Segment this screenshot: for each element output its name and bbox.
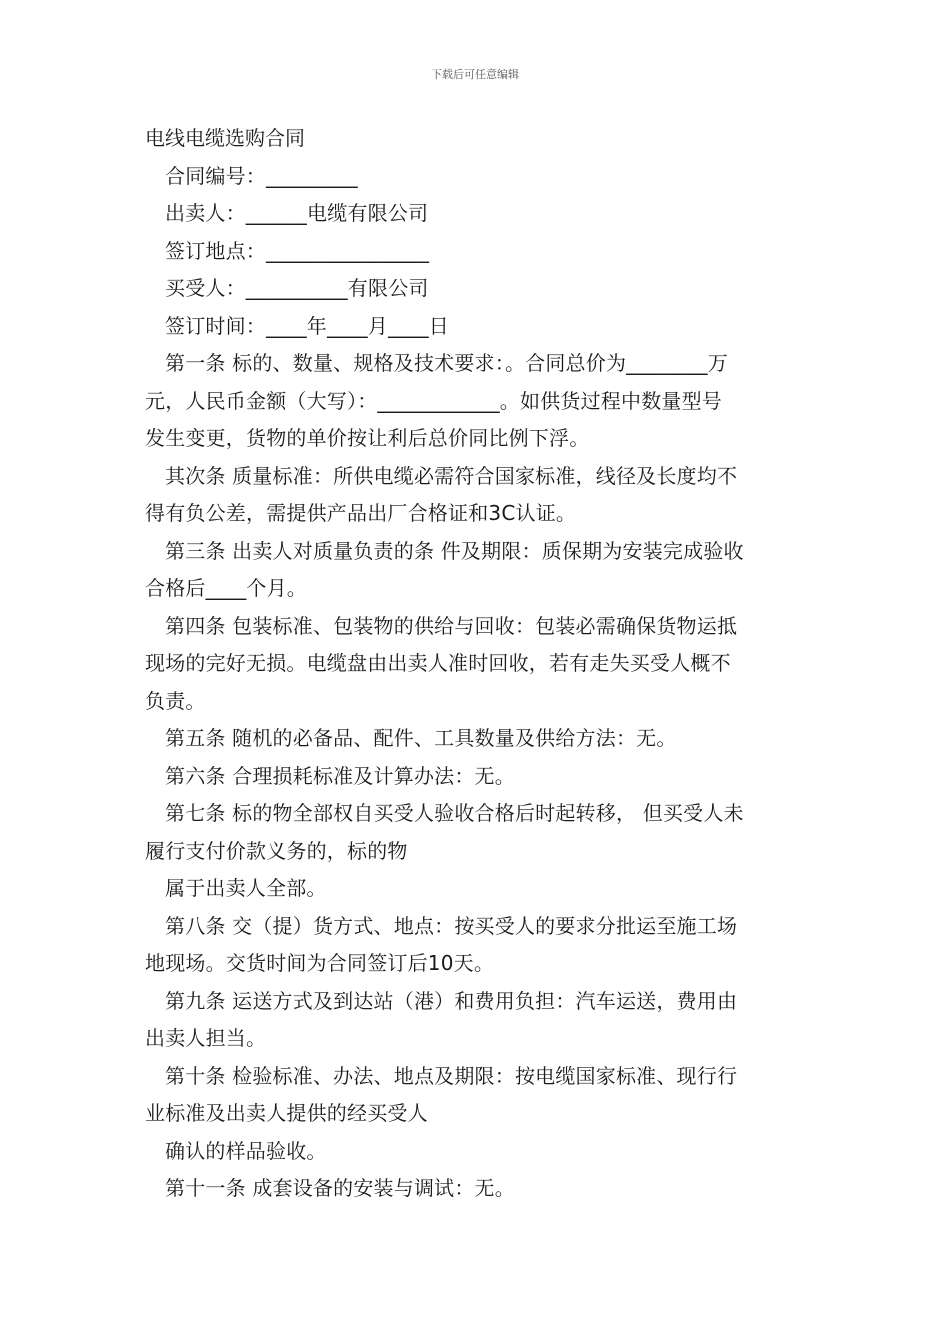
article-4-line: 第四条 包装标准、包装物的供给与回收：包装必需确保货物运抵 [165, 613, 738, 638]
article-4-line: 现场的完好无损。电缆盘由出卖人准时回收，若有走失买受人概不 [145, 651, 731, 675]
contract-body [145, 120, 810, 1208]
article-2-line: 得有负公差，需提供产品出厂合格证和3C认证。 [145, 501, 577, 525]
article-7-line: 履行支付价款义务的，标的物 [145, 838, 408, 863]
contract-title: 电线电缆选购合同 [145, 126, 305, 150]
signing-place-line: 签订地点：________________ [165, 238, 430, 263]
article-8-line: 地现场。交货时间为合同签订后10天。 [145, 951, 495, 975]
article-8-line: 第八条 交（提）货方式、地点：按买受人的要求分批运至施工场 [165, 913, 738, 938]
article-3-line: 合格后____个月。 [145, 576, 307, 600]
contract-number-line: 合同编号：_________ [165, 163, 358, 188]
page-header-note: 下载后可任意编辑 [431, 68, 519, 81]
article-1-line: 发生变更，货物的单价按让利后总价同比例下浮。 [145, 426, 590, 450]
article-1-line: 第一条 标的、数量、规格及技术要求：。合同总价为________万 [165, 351, 728, 375]
buyer-line: 买受人：__________有限公司 [165, 276, 429, 300]
article-5-line: 第五条 随机的必备品、配件、工具数量及供给方法：无。 [165, 726, 677, 750]
article-7-line: 属于出卖人全部。 [165, 876, 327, 900]
article-4-line: 负责。 [145, 688, 206, 713]
article-9-line: 出卖人担当。 [145, 1026, 267, 1050]
article-7-line: 第七条 标的物全部权自买受人验收合格后时起转移， 但买受人未 [165, 801, 744, 825]
article-9-line: 第九条 运送方式及到达站（港）和费用负担：汽车运送，费用由 [165, 988, 738, 1013]
article-11-line: 第十一条 成套设备的安装与调试：无。 [165, 1176, 515, 1200]
article-1-line: 元，人民币金额（大写）：____________。如供货过程中数量型号 [145, 388, 722, 413]
signing-date-line: 签订时间：____年____月____日 [165, 313, 449, 338]
article-10-line: 确认的样品验收。 [165, 1138, 327, 1163]
article-6-line: 第六条 合理损耗标准及计算办法：无。 [165, 763, 515, 788]
seller-line: 出卖人：______电缆有限公司 [165, 201, 429, 225]
article-10-line: 业标准及出卖人提供的经买受人 [145, 1101, 428, 1125]
article-3-line: 第三条 出卖人对质量负责的条 件及期限：质保期为安装完成验收 [165, 538, 744, 563]
article-10-line: 第十条 检验标准、办法、地点及期限：按电缆国家标准、现行行 [165, 1063, 738, 1088]
article-2-line: 其次条 质量标准：所供电缆必需符合国家标准，线径及长度均不 [165, 463, 738, 488]
